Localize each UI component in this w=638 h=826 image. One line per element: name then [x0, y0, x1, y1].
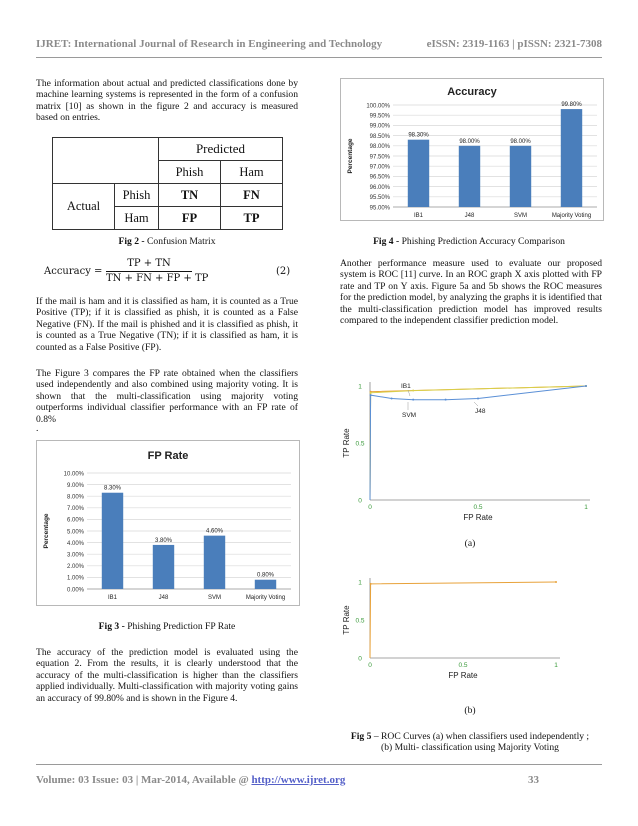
y-tick-label: 0.00% — [66, 587, 84, 594]
equation-fraction-bar — [106, 271, 192, 272]
equation-number: (2) — [276, 266, 291, 277]
matrix-cell-tp: TP — [221, 207, 283, 230]
y-tick-label: 9.00% — [66, 482, 84, 489]
accuracy-paragraph: The accuracy of the prediction model is evaluated using the equation 2. From the results, it is clearly understood that the accuracy of the multi-classification is higher than the classifiers applied individually. Multi-classification with majority voting gains an accuracy of 99.80% and is shown in the Figure 4. — [36, 647, 298, 704]
y-tick-label: 3.00% — [66, 552, 84, 559]
annotation-leader — [474, 402, 478, 406]
y-tick-label: 99.00% — [369, 123, 390, 130]
journal-link[interactable]: http://www.ijret.org — [251, 774, 346, 786]
bar-ib1 — [102, 493, 123, 589]
y-axis-label: Percentage — [347, 138, 354, 174]
x-tick-label: J48 — [158, 595, 169, 601]
fp-rate-chart-frame — [36, 440, 300, 606]
y-tick-label: 6.00% — [66, 517, 84, 524]
accuracy-chart-frame — [340, 78, 604, 221]
matrix-col-ham: Ham — [221, 161, 283, 184]
x-tick-label: SVM — [207, 595, 222, 601]
y-tick-label: 98.50% — [369, 133, 390, 140]
intro-paragraph: The information about actual and predicted classifications done by machine learning systems is represented in the form of a confusion matrix [10] as shown in the figure 2 and accuracy is measured based on entries. — [36, 78, 298, 124]
roc-point — [585, 385, 587, 387]
footer-rule — [36, 764, 602, 765]
x-tick-label: IB1 — [107, 595, 118, 601]
y-tick-label: 8.00% — [66, 494, 84, 501]
data-label: 98.00% — [510, 138, 531, 145]
bar-j48 — [459, 146, 480, 207]
roc-point — [370, 583, 372, 585]
bar-ib1 — [408, 140, 429, 207]
annotation-label-ib1: IB1 — [401, 383, 411, 390]
roc-series-svm — [370, 386, 586, 500]
page-footer — [36, 774, 602, 786]
subfig-a-label: (a) — [464, 538, 476, 549]
bar-majority-voting — [255, 580, 276, 589]
x-tick-label: 0 — [368, 504, 372, 511]
data-label: 0.80% — [256, 572, 275, 579]
fp-rate-chart — [37, 441, 299, 605]
bar-j48 — [153, 545, 174, 589]
roc-point — [555, 581, 557, 583]
roc-point — [370, 392, 372, 394]
matrix-cell-fp: FP — [159, 207, 221, 230]
x-axis-label: FP Rate — [448, 671, 478, 680]
matrix-predicted-header: Predicted — [159, 138, 283, 161]
issn-info: eISSN: 2319-1163 | pISSN: 2321-7308 — [426, 38, 602, 50]
y-tick-label: 7.00% — [66, 506, 84, 513]
roc-chart-b — [336, 570, 604, 690]
fig3-caption: Fig 3 - Phishing Prediction FP Rate — [98, 621, 236, 632]
y-tick-label: 95.50% — [369, 195, 390, 202]
y-tick-label: 99.50% — [369, 113, 390, 120]
x-tick-label: Majority Voting — [245, 595, 286, 601]
page-number: 33 — [528, 774, 539, 786]
y-tick-label: 97.50% — [369, 154, 390, 161]
roc-series-majority-voting — [370, 582, 556, 658]
x-tick-label: 0 — [368, 662, 372, 669]
roc-paragraph: Another performance measure used to evaluate our proposed system is ROC [11] curve. In an ROC graph X axis plotted with FP rate and TP on Y axis. Figure 5a and 5b shows the ROC measures for the prediction model, by analyzing the graphs it is identified that the multi-classification prediction model has improved results compared to the independent classifier prediction model. — [340, 258, 602, 327]
chart-title: FP Rate — [147, 450, 189, 462]
x-tick-label: Majority Voting — [551, 213, 592, 219]
y-tick-label: 0.5 — [355, 617, 365, 625]
roc-series-ib1 — [370, 386, 586, 500]
roc-point — [370, 394, 372, 396]
x-tick-label: 0.5 — [458, 662, 468, 669]
roc-point — [391, 398, 393, 400]
y-tick-label: 0.5 — [355, 440, 365, 448]
data-label: 98.00% — [459, 138, 480, 145]
bar-svm — [204, 536, 225, 589]
equation-lhs: Accuracy = — [44, 266, 103, 277]
roc-point — [412, 399, 414, 401]
y-tick-label: 1.00% — [66, 575, 84, 582]
y-axis-label: Percentage — [43, 513, 50, 549]
matrix-corner — [53, 138, 159, 184]
y-tick-label: 95.00% — [369, 205, 390, 212]
fp-comparison-paragraph: The Figure 3 compares the FP rate obtained when the classifiers used independently and also combined using majority voting. It is shown that the multi-classification using majority voting outperforms individual classifier performance with an FP rate of 0.8% — [36, 368, 298, 425]
fig4-caption: Fig 4 - Phishing Prediction Accuracy Comparison — [373, 236, 565, 247]
y-tick-label: 1 — [358, 579, 362, 587]
data-label: 99.80% — [561, 102, 582, 109]
y-tick-label: 4.00% — [66, 540, 84, 547]
roc-point — [412, 390, 414, 392]
fig2-caption: Fig 2 - Confusion Matrix — [118, 236, 216, 247]
accuracy-chart — [341, 79, 603, 220]
y-tick-label: 96.50% — [369, 174, 390, 181]
equation-denominator: TN + FN + FP + TP — [106, 273, 209, 284]
matrix-actual-header: Actual — [53, 184, 115, 230]
roc-chart-a — [336, 376, 604, 526]
x-tick-label: IB1 — [413, 213, 424, 219]
data-label: 4.60% — [205, 528, 224, 535]
y-tick-label: 0 — [358, 497, 362, 505]
data-label: 98.30% — [408, 132, 429, 139]
matrix-cell-fn: FN — [221, 184, 283, 207]
volume-info: Volume: 03 Issue: 03 | Mar-2014, Available @ — [36, 774, 252, 786]
matrix-cell-tn: TN — [159, 184, 221, 207]
matrix-row-phish: Phish — [115, 184, 159, 207]
journal-title: IJRET: International Journal of Research in Engineering and Technology — [36, 38, 383, 50]
header-rule — [36, 57, 602, 58]
stray-period: . — [36, 423, 39, 434]
matrix-col-phish: Phish — [159, 161, 221, 184]
x-tick-label: SVM — [513, 213, 528, 219]
annotation-label-svm: SVM — [402, 412, 417, 419]
x-axis-label: FP Rate — [463, 513, 493, 522]
annotation-label-j48: J48 — [475, 408, 486, 415]
y-tick-label: 97.00% — [369, 164, 390, 171]
bar-svm — [510, 146, 531, 207]
roc-point — [477, 398, 479, 400]
data-label: 8.30% — [103, 485, 122, 492]
fig5-caption-line2: (b) Multi- classification using Majority Voting — [381, 742, 559, 753]
y-tick-label: 0 — [358, 655, 362, 663]
confusion-matrix — [52, 137, 283, 230]
equation-numerator: TP + TN — [127, 258, 171, 269]
chart-title: Accuracy — [447, 86, 497, 98]
x-tick-label: J48 — [464, 213, 475, 219]
roc-series-j48 — [370, 386, 586, 500]
fig5-caption-line1: Fig 5 – ROC Curves (a) when classifiers used independently ; — [350, 731, 590, 742]
bar-majority-voting — [561, 109, 582, 207]
roc-point — [445, 399, 447, 401]
y-tick-label: 5.00% — [66, 529, 84, 536]
x-tick-label: 1 — [554, 662, 558, 669]
matrix-row-ham: Ham — [115, 207, 159, 230]
tp-fp-paragraph: If the mail is ham and it is classified as ham, it is counted as a True Positive (TP); if it is classified as phish, it is counted as a False Negative (FN). If the mail is phished and it is classified as phish, it is counted as a True Negative (TN); if it is classified as ham, it is counted as a False Positive (FP). — [36, 296, 298, 353]
y-axis-label: TP Rate — [342, 605, 351, 635]
y-tick-label: 10.00% — [63, 471, 84, 478]
y-tick-label: 2.00% — [66, 564, 84, 571]
y-tick-label: 98.00% — [369, 144, 390, 151]
x-tick-label: 0.5 — [473, 504, 483, 511]
x-tick-label: 1 — [584, 504, 588, 511]
y-axis-label: TP Rate — [342, 428, 351, 458]
y-tick-label: 100.00% — [366, 103, 390, 110]
y-tick-label: 96.00% — [369, 184, 390, 191]
subfig-b-label: (b) — [464, 705, 476, 716]
y-tick-label: 1 — [358, 383, 362, 391]
data-label: 3.80% — [154, 537, 173, 544]
